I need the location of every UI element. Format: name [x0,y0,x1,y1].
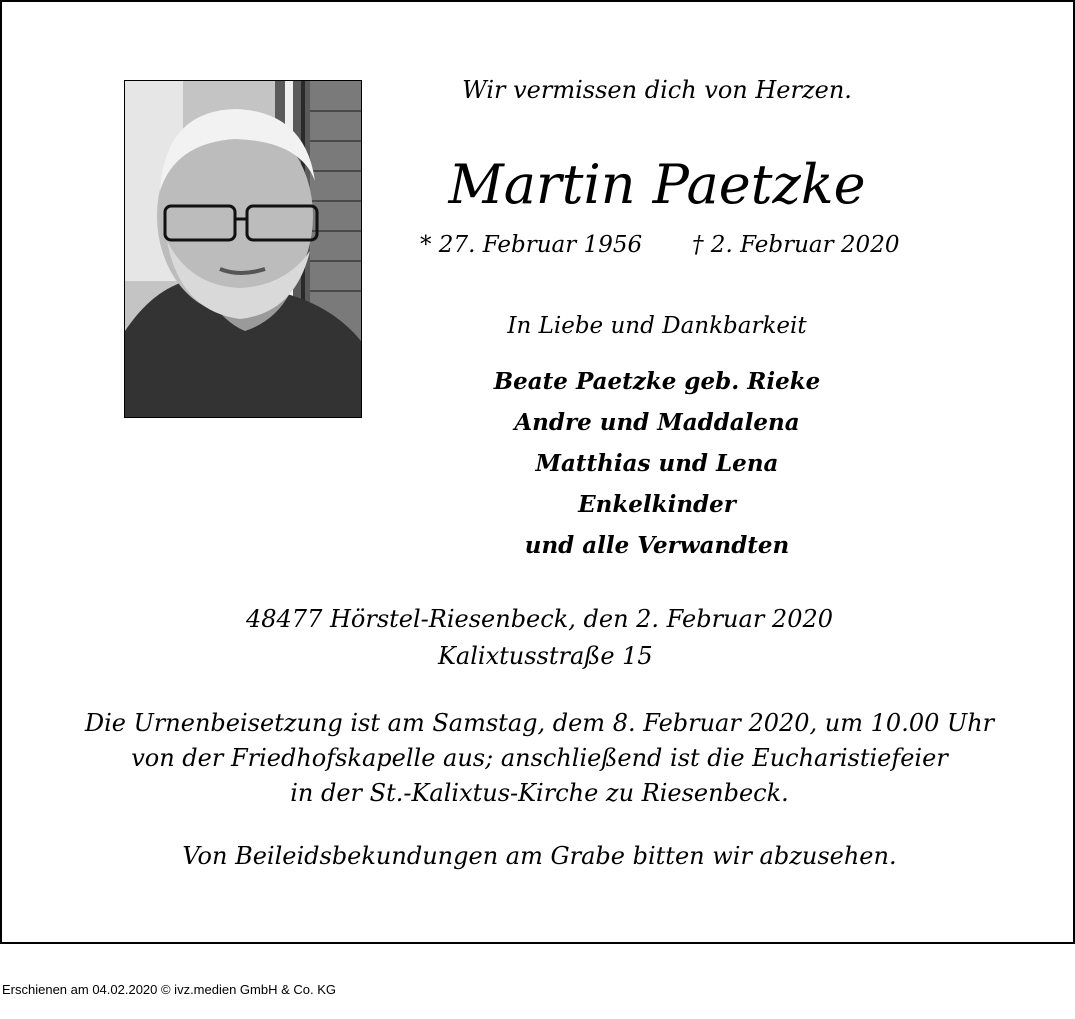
deceased-name: Martin Paetzke [448,153,866,216]
mourner-name: Enkelkinder [578,491,736,518]
motto: Wir vermissen dich von Herzen. [462,76,852,104]
funeral-line: von der Friedhofskapelle aus; anschließend ist die Eucharistiefeier [131,744,948,772]
love-line: In Liebe und Dankbarkeit [507,313,807,339]
mourner-name: und alle Verwandten [524,532,790,559]
place-date: 48477 Hörstel-Riesenbeck, den 2. Februar 2020 [245,605,833,633]
condolence-note: Von Beileidsbekundungen am Grabe bitten wir abzusehen. [182,842,897,870]
mourner-name: Beate Paetzke geb. Rieke [493,368,821,395]
funeral-line: in der St.-Kalixtus-Kirche zu Riesenbeck. [290,779,789,807]
mourner-name: Andre und Maddalena [514,409,800,436]
mourner-name: Matthias und Lena [535,450,779,477]
funeral-details [42,706,1037,811]
mourners-list [402,364,912,569]
death-date: † 2. Februar 2020 [692,232,900,258]
publication-footer: Erschienen am 04.02.2020 © ivz.medien GmbH & Co. KG [2,982,337,997]
portrait-photo [124,80,362,418]
birth-date: * 27. Februar 1956 [420,232,643,258]
street-address: Kalixtusstraße 15 [438,642,653,670]
funeral-line: Die Urnenbeisetzung ist am Samstag, dem 8. Februar 2020, um 10.00 Uhr [84,709,995,737]
